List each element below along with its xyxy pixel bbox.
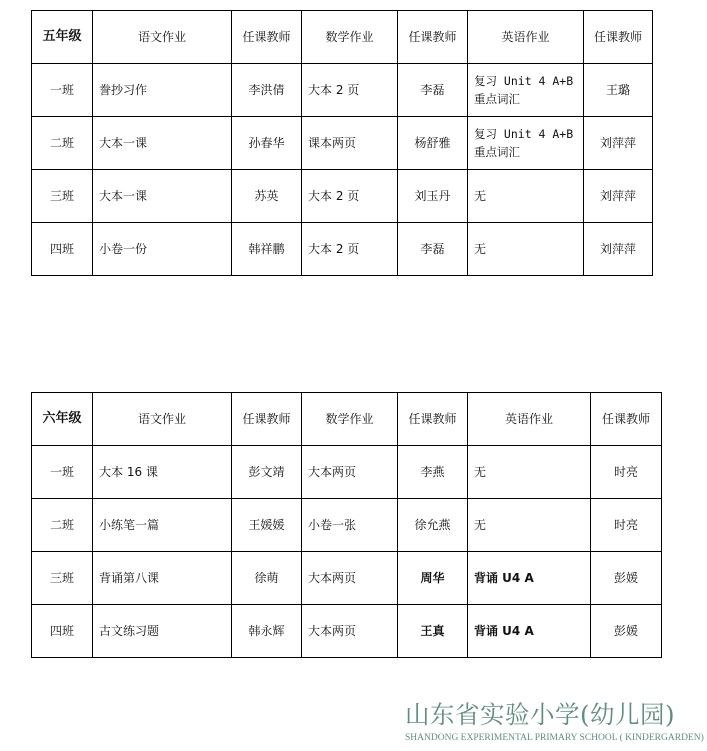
math-homework: 课本两页: [302, 117, 398, 170]
english-teacher: 刘萍萍: [584, 223, 653, 276]
math-teacher: 李磊: [398, 64, 468, 117]
chinese-homework: 古文练习题: [93, 605, 232, 658]
header-math: 数学作业: [302, 11, 398, 64]
english-teacher: 彭媛: [591, 552, 662, 605]
english-homework: 背诵 U4 A: [468, 552, 591, 605]
grade-label: 五年级: [32, 11, 93, 64]
chinese-teacher: 徐萌: [232, 552, 302, 605]
math-teacher: 徐允燕: [398, 499, 468, 552]
english-teacher: 时亮: [591, 446, 662, 499]
table-row: [32, 499, 662, 552]
english-homework: 背诵 U4 A: [468, 605, 591, 658]
english-homework: 无: [468, 499, 591, 552]
grade5-homework-table: [31, 10, 653, 276]
table-row: [32, 552, 662, 605]
grade-label: 六年级: [32, 393, 93, 446]
class-cell: 四班: [32, 605, 93, 658]
class-cell: 三班: [32, 552, 93, 605]
table-row: [32, 446, 662, 499]
header-chinese: 语文作业: [93, 393, 232, 446]
school-name-en: SHANDONG EXPERIMENTAL PRIMARY SCHOOL ( KINDERGARDEN): [405, 733, 704, 743]
chinese-teacher: 王媛媛: [232, 499, 302, 552]
header-chinese-teacher: 任课教师: [232, 11, 302, 64]
header-english: 英语作业: [468, 11, 584, 64]
english-homework: 复习 Unit 4 A+B 重点词汇: [468, 117, 584, 170]
chinese-homework: 小卷一份: [93, 223, 232, 276]
class-cell: 一班: [32, 64, 93, 117]
chinese-teacher: 韩祥鹏: [232, 223, 302, 276]
header-math-teacher: 任课教师: [398, 393, 468, 446]
header-english-teacher: 任课教师: [591, 393, 662, 446]
math-teacher: 李磊: [398, 223, 468, 276]
math-homework: 大本 2 页: [302, 170, 398, 223]
math-homework: 大本两页: [302, 605, 398, 658]
math-homework: 大本 2 页: [302, 64, 398, 117]
class-cell: 二班: [32, 499, 93, 552]
math-homework: 大本两页: [302, 552, 398, 605]
chinese-homework: 小练笔一篇: [93, 499, 232, 552]
english-homework: 无: [468, 446, 591, 499]
chinese-homework: 大本一课: [93, 170, 232, 223]
english-homework: 无: [468, 223, 584, 276]
header-chinese-teacher: 任课教师: [232, 393, 302, 446]
table-row: [32, 605, 662, 658]
math-homework: 大本 2 页: [302, 223, 398, 276]
chinese-homework: 大本一课: [93, 117, 232, 170]
math-teacher: 周华: [398, 552, 468, 605]
header-math-teacher: 任课教师: [398, 11, 468, 64]
english-teacher: 彭媛: [591, 605, 662, 658]
chinese-homework: 大本 16 课: [93, 446, 232, 499]
math-teacher: 杨舒雅: [398, 117, 468, 170]
math-teacher: 刘玉丹: [398, 170, 468, 223]
grade6-homework-table: [31, 392, 662, 658]
chinese-teacher: 韩永辉: [232, 605, 302, 658]
english-teacher: 刘萍萍: [584, 117, 653, 170]
math-teacher: 李燕: [398, 446, 468, 499]
chinese-teacher: 彭文靖: [232, 446, 302, 499]
header-english: 英语作业: [468, 393, 591, 446]
class-cell: 二班: [32, 117, 93, 170]
table-header-row: [32, 393, 662, 446]
class-cell: 一班: [32, 446, 93, 499]
table-header-row: [32, 11, 653, 64]
header-english-teacher: 任课教师: [584, 11, 653, 64]
english-teacher: 王璐: [584, 64, 653, 117]
english-homework: 复习 Unit 4 A+B 重点词汇: [468, 64, 584, 117]
english-teacher: 刘萍萍: [584, 170, 653, 223]
chinese-teacher: 孙春华: [232, 117, 302, 170]
chinese-teacher: 苏英: [232, 170, 302, 223]
header-math: 数学作业: [302, 393, 398, 446]
table-row: [32, 170, 653, 223]
school-logo: [405, 699, 704, 747]
class-cell: 三班: [32, 170, 93, 223]
table-row: [32, 223, 653, 276]
math-homework: 大本两页: [302, 446, 398, 499]
english-teacher: 时亮: [591, 499, 662, 552]
math-teacher: 王真: [398, 605, 468, 658]
chinese-teacher: 李洪倩: [232, 64, 302, 117]
table-row: [32, 117, 653, 170]
table-row: [32, 64, 653, 117]
chinese-homework: 誊抄习作: [93, 64, 232, 117]
chinese-homework: 背诵第八课: [93, 552, 232, 605]
school-name-cn: 山东省实验小学(幼儿园): [405, 700, 676, 729]
header-chinese: 语文作业: [93, 11, 232, 64]
english-homework: 无: [468, 170, 584, 223]
math-homework: 小卷一张: [302, 499, 398, 552]
class-cell: 四班: [32, 223, 93, 276]
